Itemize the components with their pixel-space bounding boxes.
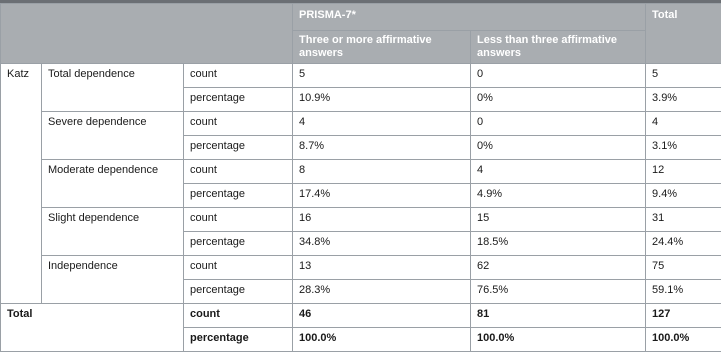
- stat-label: percentage: [184, 136, 293, 160]
- crosstab-table: [0, 3, 721, 352]
- cell-value: 4: [293, 112, 471, 136]
- header-blank-cell: [1, 4, 293, 64]
- cell-value: 0: [471, 112, 646, 136]
- category-label: Independence: [42, 256, 184, 304]
- stat-label: percentage: [184, 328, 293, 352]
- cell-value: 15: [471, 208, 646, 232]
- cell-value: 76.5%: [471, 280, 646, 304]
- total-label: Total: [1, 304, 184, 352]
- cell-value: 4.9%: [471, 184, 646, 208]
- cell-value: 31: [646, 208, 721, 232]
- cell-value: 100.0%: [293, 328, 471, 352]
- row-group-katz: Katz: [1, 64, 42, 304]
- cell-value: 34.8%: [293, 232, 471, 256]
- category-label: Moderate dependence: [42, 160, 184, 208]
- category-label: Severe dependence: [42, 112, 184, 160]
- cell-value: 0%: [471, 88, 646, 112]
- cell-value: 16: [293, 208, 471, 232]
- header-group-prisma: PRISMA-7*: [293, 4, 646, 31]
- cell-value: 10.9%: [293, 88, 471, 112]
- cell-value: 18.5%: [471, 232, 646, 256]
- table-row: [1, 112, 721, 136]
- cell-value: 46: [293, 304, 471, 328]
- cell-value: 9.4%: [646, 184, 721, 208]
- stat-label: count: [184, 256, 293, 280]
- category-label: Slight dependence: [42, 208, 184, 256]
- stat-label: percentage: [184, 280, 293, 304]
- cell-value: 127: [646, 304, 721, 328]
- cell-value: 62: [471, 256, 646, 280]
- table-row: [1, 64, 721, 88]
- cell-value: 28.3%: [293, 280, 471, 304]
- cell-value: 4: [646, 112, 721, 136]
- stat-label: count: [184, 160, 293, 184]
- cell-value: 100.0%: [471, 328, 646, 352]
- cell-value: 0%: [471, 136, 646, 160]
- stat-label: count: [184, 112, 293, 136]
- stat-label: percentage: [184, 88, 293, 112]
- cell-value: 5: [646, 64, 721, 88]
- cell-value: 0: [471, 64, 646, 88]
- cell-value: 3.9%: [646, 88, 721, 112]
- stat-label: percentage: [184, 184, 293, 208]
- header-col-less-than-three: Less than three affirmative answers: [471, 31, 646, 64]
- stat-label: count: [184, 304, 293, 328]
- cell-value: 8.7%: [293, 136, 471, 160]
- table-row: [1, 160, 721, 184]
- header-total: Total: [646, 4, 721, 64]
- stat-label: count: [184, 64, 293, 88]
- cell-value: 17.4%: [293, 184, 471, 208]
- header-col-three-or-more: Three or more affirmative answers: [293, 31, 471, 64]
- cell-value: 100.0%: [646, 328, 721, 352]
- cell-value: 24.4%: [646, 232, 721, 256]
- total-row: [1, 304, 721, 328]
- cell-value: 81: [471, 304, 646, 328]
- cell-value: 13: [293, 256, 471, 280]
- cell-value: 3.1%: [646, 136, 721, 160]
- cell-value: 4: [471, 160, 646, 184]
- cell-value: 8: [293, 160, 471, 184]
- stat-label: percentage: [184, 232, 293, 256]
- table-row: [1, 256, 721, 280]
- table-row: [1, 208, 721, 232]
- cell-value: 12: [646, 160, 721, 184]
- category-label: Total dependence: [42, 64, 184, 112]
- cell-value: 5: [293, 64, 471, 88]
- cell-value: 59.1%: [646, 280, 721, 304]
- cell-value: 75: [646, 256, 721, 280]
- stat-label: count: [184, 208, 293, 232]
